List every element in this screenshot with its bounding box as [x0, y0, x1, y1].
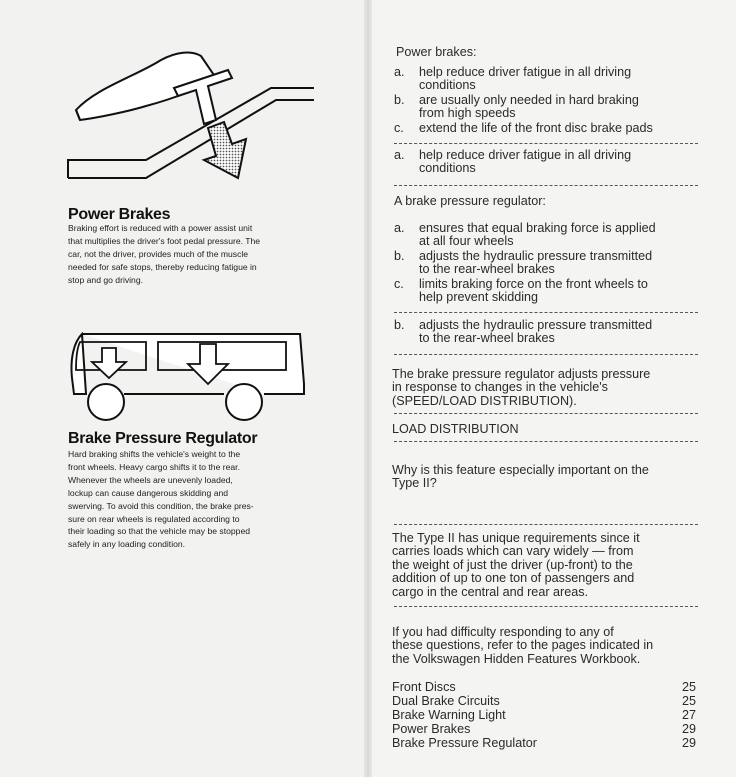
power-brakes-text: Braking effort is reduced with a power assist unit that multiplies the driver's foot pedal pressure. The car, not the driver, provides much of the muscle needed for safe stops, thereby reducing fatigue in stop and go driving.: [68, 223, 261, 285]
toc-row: Power Brakes 29: [392, 722, 696, 736]
toc-row: Front Discs 25: [392, 680, 696, 694]
divider: [394, 606, 698, 607]
pressure-arrow-icon: [204, 122, 246, 178]
power-brakes-heading: Power Brakes: [68, 206, 171, 223]
review-text: If you had difficulty responding to any of these questions, refer to the pages indicated in the Volkswagen Hidden Features Workbook.: [392, 625, 654, 666]
divider: [394, 413, 698, 414]
q3-answer: LOAD DISTRIBUTION: [392, 422, 519, 436]
q1-stem: Power brakes:: [396, 45, 477, 59]
regulator-text: Hard braking shifts the vehicle's weight to the front wheels. Heavy cargo shifts it to the rear. Whenever the wheels are unevenly loaded, lockup can cause dangerous skidding and swerving. To avoid this condition, the brake pres- sure on rear wheels is regulated according to their loading so that the vehicle may be stopped safely in any loading condition.: [68, 449, 254, 550]
front-weight-arrow-icon: [92, 348, 126, 378]
divider: [394, 185, 698, 186]
toc-row: Brake Pressure Regulator 29: [392, 736, 696, 750]
workbook-page-index: [392, 680, 704, 750]
power-brake-illustration: [66, 48, 316, 198]
q2-stem: A brake pressure regulator:: [394, 194, 546, 208]
book-spine: [364, 0, 372, 777]
divider: [394, 143, 698, 144]
q4-text: Why is this feature especially important on the Type II?: [392, 463, 649, 491]
divider: [394, 354, 698, 355]
divider: [394, 312, 698, 313]
divider: [394, 524, 698, 525]
toc-row: Dual Brake Circuits 25: [392, 694, 696, 708]
q4-answer: The Type II has unique requirements since it carries loads which can vary widely — from the weight of just the driver (up-front) to the addition of up to one ton of passengers and cargo in the central and rear areas.: [392, 531, 640, 599]
front-wheel-icon: [88, 384, 124, 420]
toc-row: Brake Warning Light 27: [392, 708, 696, 722]
q3-text: The brake pressure regulator adjusts pressure in response to changes in the vehicle's (SPEED/LOAD DISTRIBUTION).: [392, 367, 651, 408]
rear-wheel-icon: [226, 384, 262, 420]
van-illustration: [68, 328, 308, 424]
divider: [394, 441, 698, 442]
brake-pressure-regulator-heading: Brake Pressure Regulator: [68, 430, 258, 447]
